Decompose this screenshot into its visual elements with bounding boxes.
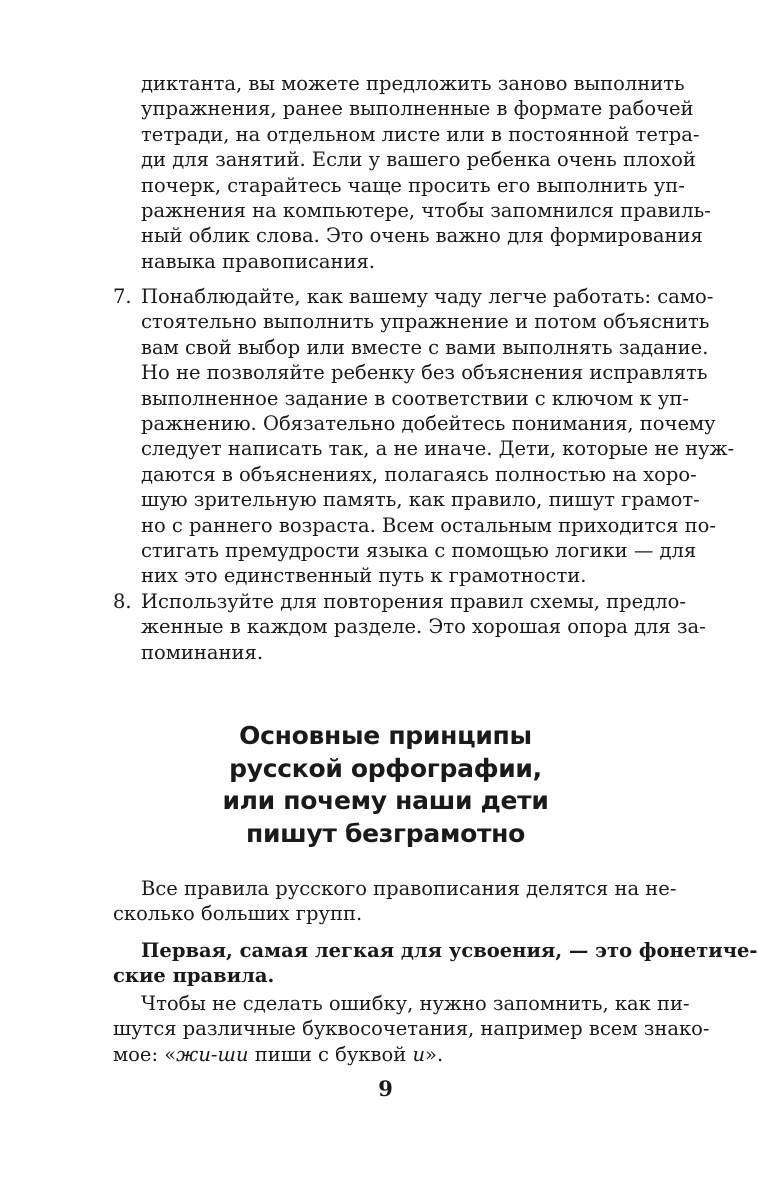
text-line: шутся различные буквосочетания, например всем знако-	[113, 1017, 710, 1041]
list-number-7: 7.	[113, 285, 132, 308]
text-line: ди для занятий. Если у вашего ребенка очень плохой	[141, 148, 696, 172]
text-line: ские правила.	[113, 964, 275, 988]
text-line: Но не позволяйте ребенку без объяснения исправлять	[141, 361, 708, 385]
text-line: Используйте для повторения правил схемы, предло-	[141, 590, 686, 613]
text-line: ражнению. Обязательно добейтесь понимания, почему	[141, 412, 716, 436]
paragraph-groups	[113, 876, 677, 927]
text-line: Все правила русского правописания делятся на не-	[141, 877, 677, 900]
text-line: следует написать так, а не иначе. Дети, которые не нуж-	[141, 437, 735, 461]
italic-example: жи-ши	[176, 1042, 249, 1066]
text-line: женные в каждом разделе. Это хорошая опора для за-	[141, 615, 706, 639]
text-line: выполненное задание в соответствии с ключом к уп-	[141, 386, 689, 410]
text-line: вам свой выбор или вместе с вами выполнять задание.	[141, 335, 709, 359]
text-line: ный облик слова. Это очень важно для формирования	[141, 224, 703, 248]
heading-line: русской орфографии,	[229, 753, 542, 783]
list-item-7	[113, 284, 735, 589]
text-line: Понаблюдайте, как вашему чаду легче работать: само-	[141, 285, 714, 308]
intro-paragraph	[113, 71, 711, 274]
text-fragment: мое: «	[113, 1042, 177, 1066]
text-line: навыка правописания.	[141, 249, 375, 273]
text-line: стигать премудрости языка с помощью логики — для	[141, 539, 697, 563]
text-line: Чтобы не сделать ошибку, нужно запомнить, как пи-	[141, 992, 690, 1015]
text-line: поминания.	[141, 640, 264, 664]
page-number: 9	[378, 1076, 393, 1101]
text-line: упражнения, ранее выполненные в формате рабочей	[141, 97, 694, 121]
text-fragment: ».	[425, 1042, 444, 1066]
text-line: ражнения на компьютере, чтобы запомнился правиль-	[141, 199, 711, 223]
text-line: тетради, на отдельном листе или в постоянной тетра-	[141, 122, 700, 146]
paragraph-letter-combinations	[113, 991, 710, 1067]
text-line: сколько больших групп.	[113, 902, 363, 926]
text-line: стоятельно выполнить упражнение и потом объяснить	[141, 310, 710, 334]
text-line: почерк, старайтесь чаще просить его выполнить уп-	[141, 173, 685, 197]
heading-line: пишут безграмотно	[245, 818, 526, 848]
list-item-8	[113, 589, 706, 665]
text-line: шую зрительную память, как правило, пишут грамот-	[141, 488, 700, 512]
text-line: Первая, самая легкая для усвоения, — это фонетиче-	[141, 939, 758, 962]
italic-letter: и	[412, 1042, 426, 1066]
text-fragment: пиши с буквой	[248, 1042, 413, 1066]
text-line	[113, 1042, 658, 1067]
text-line: диктанта, вы можете предложить заново выполнить	[141, 72, 685, 95]
text-line: даются в объяснениях, полагаясь полностью на хоро-	[141, 462, 697, 486]
list-number-8: 8.	[113, 590, 132, 613]
heading-line: Основные принципы	[239, 721, 532, 750]
heading-line: или почему наши дети	[222, 786, 549, 815]
paragraph-phonetic-rules	[113, 938, 758, 989]
text-line: но с раннего возраста. Всем остальным приходится по-	[141, 513, 716, 537]
section-heading	[113, 720, 658, 850]
text-line: них это единственный путь к грамотности.	[141, 564, 587, 588]
